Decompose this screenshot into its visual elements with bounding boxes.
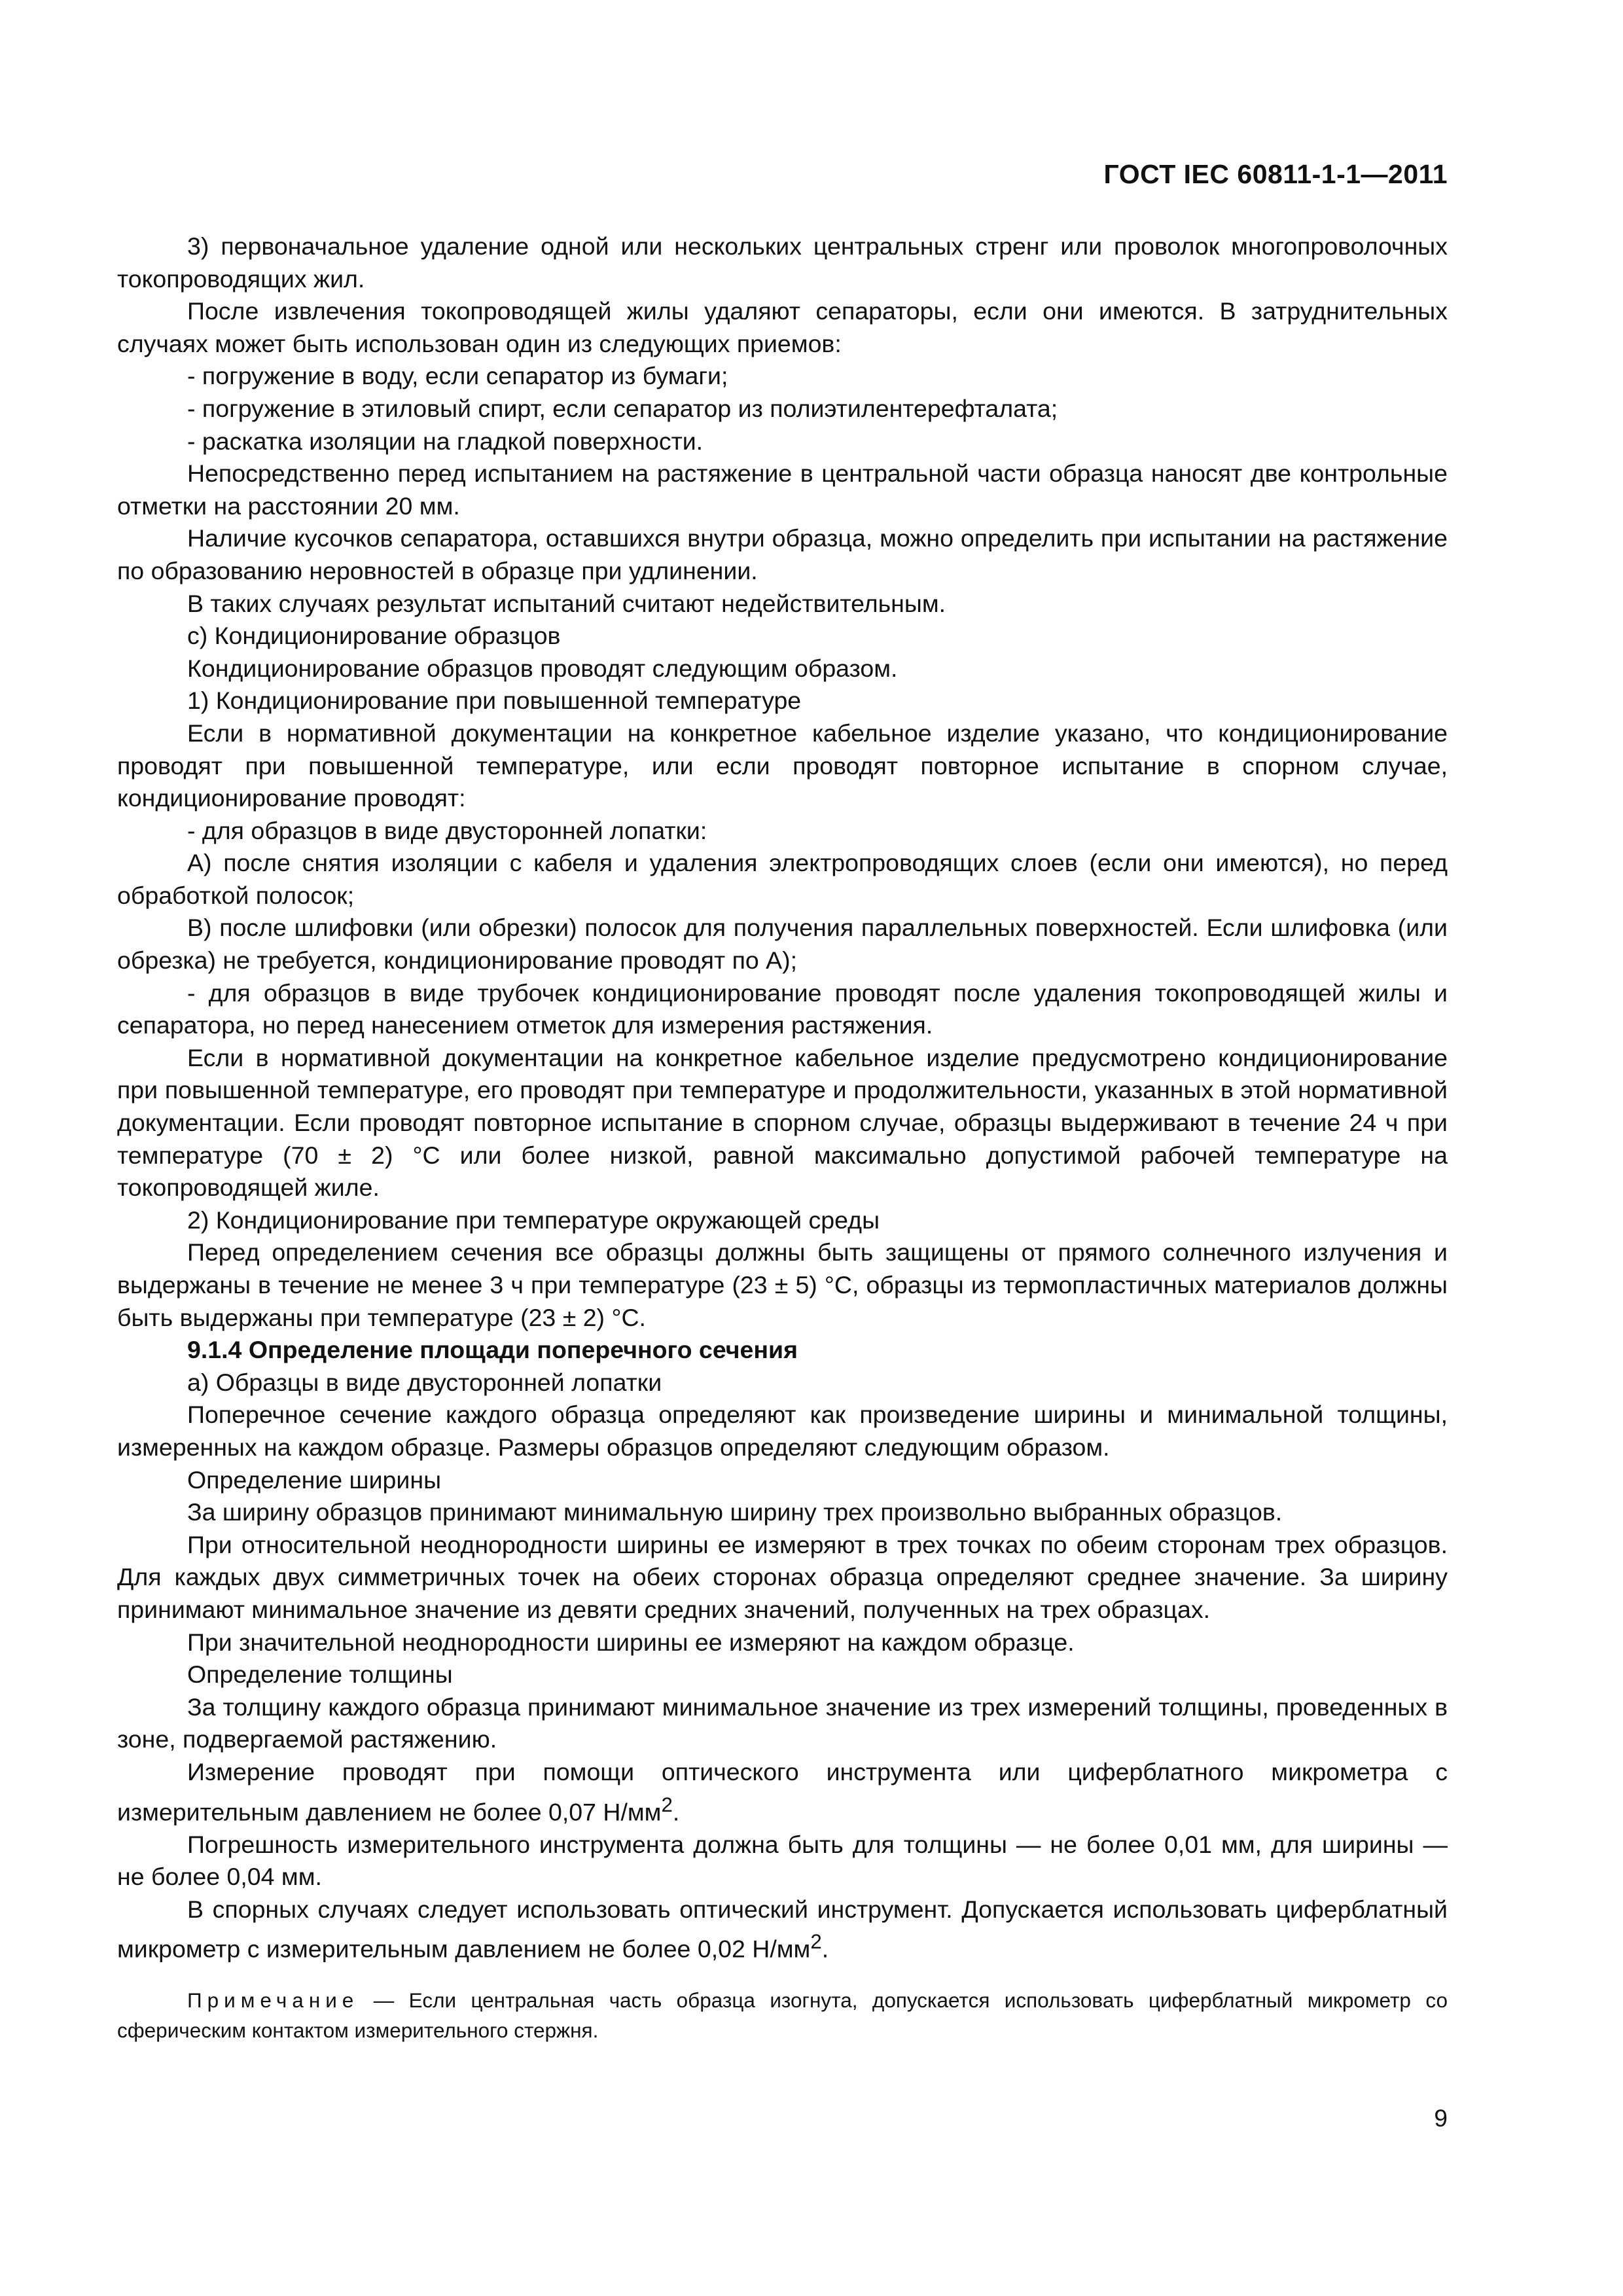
superscript: 2 [810, 1930, 822, 1954]
list-item: - для образцов в виде двусторонней лопатки: [187, 816, 707, 844]
period: . [672, 1798, 680, 1825]
standard-header: ГОСТ IEC 60811-1-1—2011 [1103, 159, 1448, 189]
subsection-title: 1) Кондиционирование при повышенной температуре [187, 687, 802, 715]
paragraph: При относительной неоднородности ширины ее измеряют в трех точках по обеим сторонам трех образцов. Для каждых двух симметричных точек на обеих сторонах образца определяют среднее значение. За ширину принимают минимальное значение из девяти средних значений, полученных на трех образцах. [117, 1530, 1448, 1623]
subsection-title: а) Образцы в виде двусторонней лопатки [187, 1368, 662, 1396]
paragraph: 3) первоначальное удаление одной или нескольких центральных стренг или проволок многопроволочных токопроводящих жил. [117, 232, 1448, 293]
paragraph-text: В спорных случаях следует использовать оптический инструмент. Допускается использовать циферблатный микрометр с измерительным давлением не более 0,02 Н/мм [117, 1895, 1448, 1963]
subsection-title: Определение ширины [187, 1465, 442, 1494]
subsection-title: с) Кондиционирование образцов [187, 622, 561, 650]
note-label: Примечание [187, 1988, 359, 2013]
paragraph: За ширину образцов принимают минимальную ширину трех произвольно выбранных образцов. [187, 1498, 1283, 1526]
paragraph: За толщину каждого образца принимают минимальное значение из трех измерений толщины, проведенных в зоне, подвергаемой растяжению. [117, 1693, 1448, 1753]
note-text: — Если центральная часть образца изогнута, допускается использовать циферблатный микрометр со сферическим контактом измерительного стержня. [117, 1988, 1448, 2043]
subsection-title: Определение толщины [187, 1660, 453, 1689]
paragraph-measurement [117, 1756, 1448, 1829]
paragraph-dispute [117, 1893, 1448, 1966]
note [117, 1985, 1448, 2045]
paragraph: Если в нормативной документации на конкретное кабельное изделие предусмотрено кондиционирование при повышенной температуре, его проводят при температуре и продолжительности, указанных в этой нормативной документации. Если проводят повторное испытание в спорном случае, образцы выдерживают в течение 24 ч при температуре (70 ± 2) °С или более низкой, равной максимально допустимой рабочей температуре на токопроводящей жиле. [117, 1043, 1448, 1202]
paragraph: Непосредственно перед испытанием на растяжение в центральной части образца наносят две контрольные отметки на расстоянии 20 мм. [117, 459, 1448, 520]
list-item: A) после снятия изоляции с кабеля и удаления электропроводящих слоев (если они имеются), но перед обработкой полосок; [117, 849, 1448, 909]
section-heading: 9.1.4 Определение площади поперечного сечения [187, 1336, 798, 1364]
paragraph: Поперечное сечение каждого образца определяют как произведение ширины и минимальной толщины, измеренных на каждом образце. Размеры образцов определяют следующим образом. [117, 1401, 1448, 1461]
paragraph: В таких случаях результат испытаний считают недействительным. [187, 589, 946, 617]
paragraph: Перед определением сечения все образцы должны быть защищены от прямого солнечного излучения и выдержаны в течение не менее 3 ч при температуре (23 ± 5) °С, образцы из термопластичных материалов должны быть выдержаны при температуре (23 ± 2) °С. [117, 1238, 1448, 1331]
subsection-title: 2) Кондиционирование при температуре окружающей среды [187, 1206, 880, 1234]
paragraph: Погрешность измерительного инструмента должна быть для толщины — не более 0,01 мм, для ширины — не более 0,04 мм. [117, 1830, 1448, 1891]
paragraph: Наличие кусочков сепаратора, оставшихся внутри образца, можно определить при испытании на растяжение по образованию неровностей в образце при удлинении. [117, 524, 1448, 584]
list-item: - раскатка изоляции на гладкой поверхности. [187, 427, 704, 455]
paragraph: Если в нормативной документации на конкретное кабельное изделие указано, что кондиционирование проводят при повышенной температуре, или если проводят повторное испытание в спорном случае, кондиционирование проводят: [117, 719, 1448, 812]
document-body [117, 230, 1448, 2045]
paragraph: Кондиционирование образцов проводят следующим образом. [187, 654, 898, 682]
list-item: - погружение в воду, если сепаратор из бумаги; [187, 362, 728, 390]
paragraph-text: Измерение проводят при помощи оптического инструмента или циферблатного микрометра с измерительным давлением не более 0,07 Н/мм [117, 1757, 1448, 1825]
superscript: 2 [661, 1793, 673, 1816]
page-number: 9 [1434, 2105, 1448, 2132]
paragraph: После извлечения токопроводящей жилы удаляют сепараторы, если они имеются. В затруднительных случаях может быть использован один из следующих приемов: [117, 297, 1448, 357]
list-item: - для образцов в виде трубочек кондиционирование проводят после удаления токопроводящей жилы и сепаратора, но перед нанесением отметок для измерения растяжения. [117, 978, 1448, 1039]
list-item: - погружение в этиловый спирт, если сепаратор из полиэтилентерефталата; [187, 394, 1058, 422]
period: . [821, 1935, 829, 1963]
paragraph: При значительной неоднородности ширины ее измеряют на каждом образце. [187, 1628, 1075, 1656]
list-item: B) после шлифовки (или обрезки) полосок для получения параллельных поверхностей. Если шлифовка (или обрезка) не требуется, кондиционирование проводят по A); [117, 914, 1448, 975]
